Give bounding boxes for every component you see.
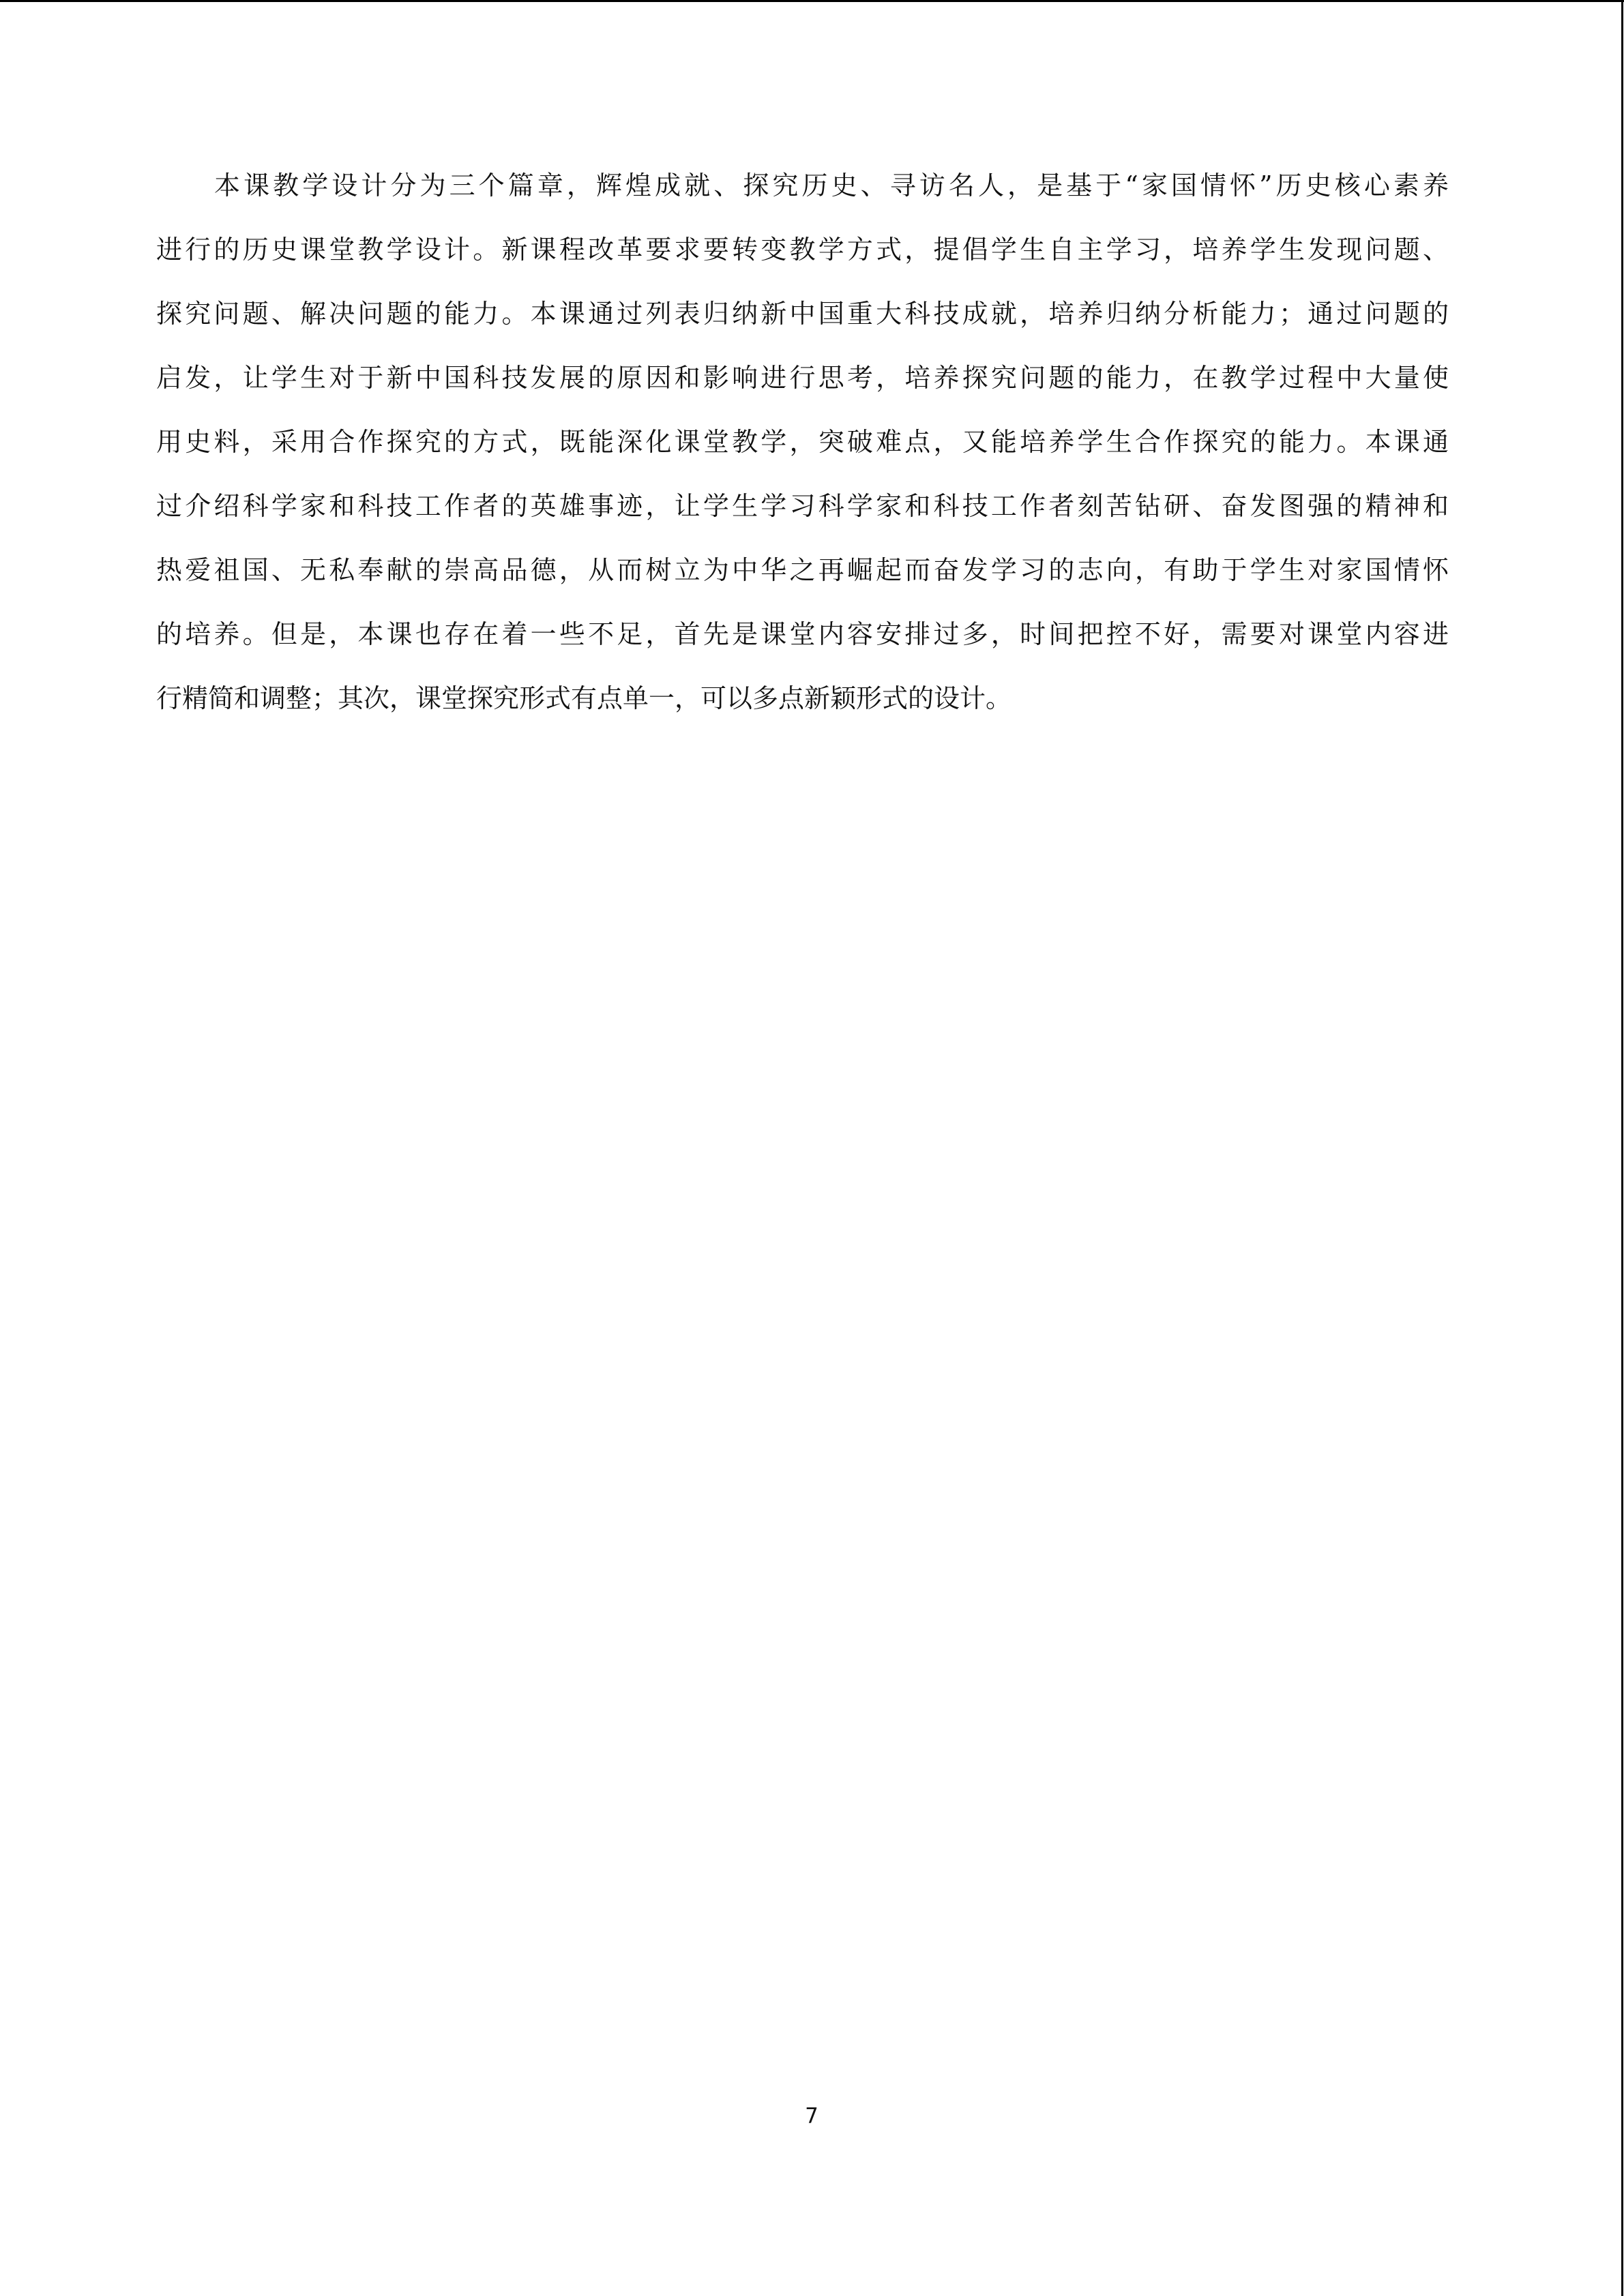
paragraph-line-1: 本课教学设计分为三个篇章，辉煌成就、探究历史、寻访名人，是基于“家国情怀”历史核心素养	[214, 170, 1449, 200]
page-number: 7	[805, 2104, 818, 2128]
page-right-border	[1621, 0, 1623, 2296]
paragraph-line-8: 的培养。但是，本课也存在着一些不足，首先是课堂内容安排过多，时间把控不好，需要对课堂内容进	[156, 619, 1449, 649]
paragraph-line-3: 探究问题、解决问题的能力。本课通过列表归纳新中国重大科技成就，培养归纳分析能力；通过问题的	[156, 299, 1449, 329]
paragraph-line-9: 行精简和调整；其次，课堂探究形式有点单一，可以多点新颖形式的设计。	[156, 683, 1012, 713]
paragraph-line-5: 用史料，采用合作探究的方式，既能深化课堂教学，突破难点，又能培养学生合作探究的能力。本课通	[156, 427, 1449, 457]
paragraph-line-7: 热爱祖国、无私奉献的崇高品德，从而树立为中华之再崛起而奋发学习的志向，有助于学生对家国情怀	[156, 555, 1449, 585]
paragraph-line-2: 进行的历史课堂教学设计。新课程改革要求要转变教学方式，提倡学生自主学习，培养学生发现问题、	[156, 235, 1449, 265]
document-body	[156, 165, 1449, 742]
paragraph-line-4: 启发，让学生对于新中国科技发展的原因和影响进行思考，培养探究问题的能力，在教学过程中大量使	[156, 363, 1449, 393]
paragraph-line-6: 过介绍科学家和科技工作者的英雄事迹，让学生学习科学家和科技工作者刻苦钻研、奋发图强的精神和	[156, 491, 1449, 521]
page-top-border	[0, 0, 1624, 2]
